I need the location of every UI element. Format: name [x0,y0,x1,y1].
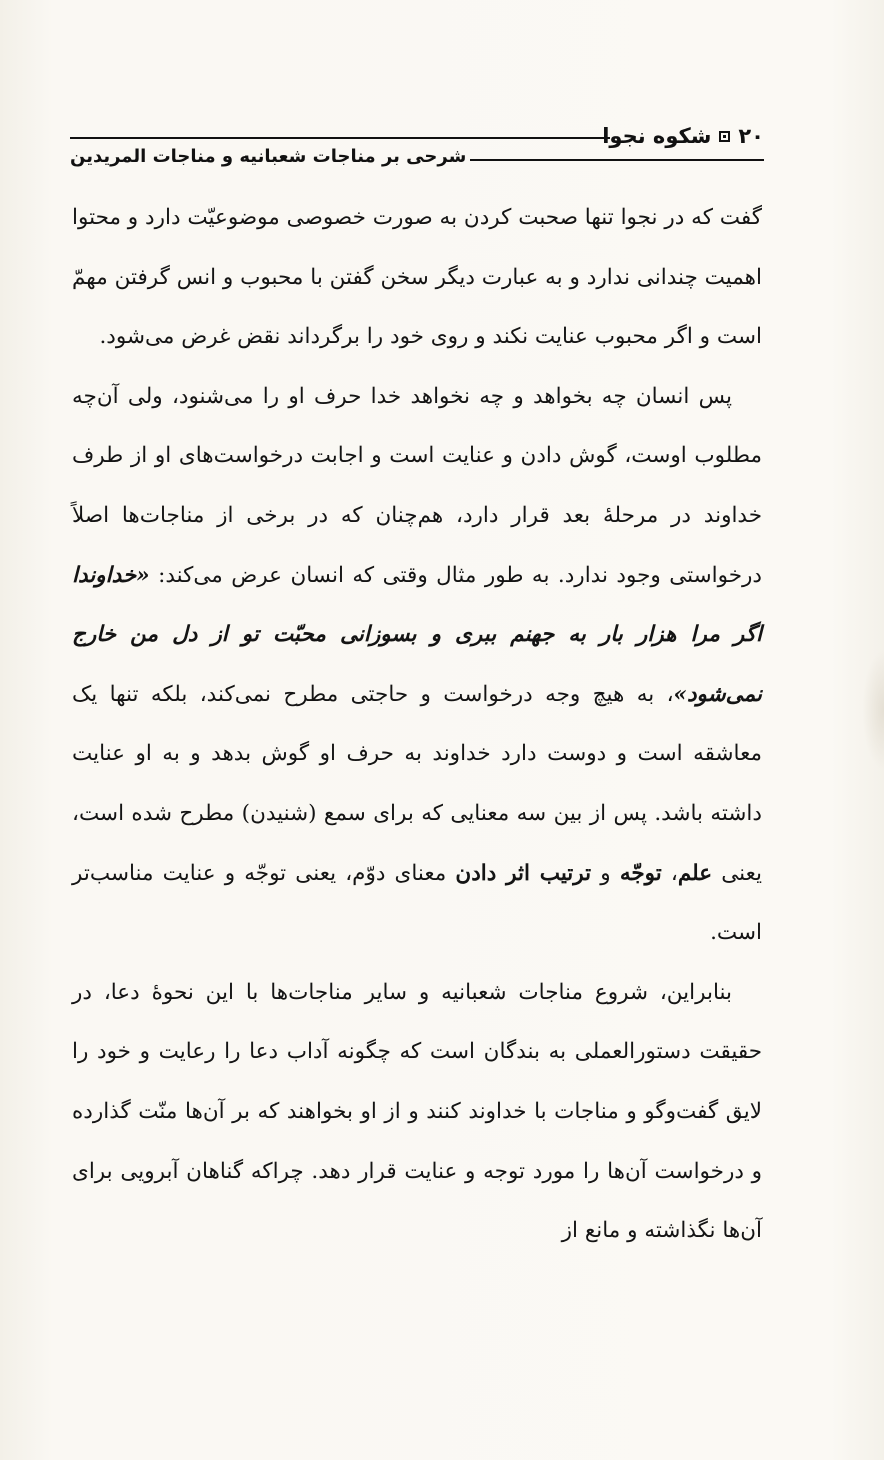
page-edge-shadow [862,650,884,770]
header-title-line [602,124,764,148]
paragraph-2-intro: پس انسان چه بخواهد و چه نخواهد خدا حرف او را می‌شنود، ولی آن‌چه مطلوب اوست، گوش دادن و عنایت است و اجابت درخواست‌های او از طرف خداوند در مرحلهٔ بعد قرار دارد، هم‌چنان که در برخی از مناجات‌ها اصلاً درخواستی وجود ندارد. به طور مثال وقتی که انسان عرض می‌کند: [72,383,762,588]
book-title: شکوه نجوا [602,124,712,148]
book-subtitle: شرحی بر مناجات شعبانیه و مناجات المریدین [70,146,467,167]
paragraph-3: بنابراین، شروع مناجات شعبانیه و سایر مناجات‌ها با این نحوهٔ دعا، در حقیقت دستورالعملی به بندگان است که چگونه آداب دعا را رعایت و خود را لایق گفت‌وگو و مناجات با خداوند کنند و از او بخواهند که بر آن‌ها منّت گذارده و درخواست آن‌ها را مورد توجه و عنایت قرار دهد. چراکه گناهان آبرویی برای آن‌ها نگذاشته و مانع از [72,979,762,1244]
body-text [72,188,762,1261]
term-knowledge: علم [677,860,713,886]
header-rule-top [70,137,610,139]
paragraph-2 [72,367,762,963]
running-header [70,118,764,172]
prayer-quote: «خداوندا اگر مرا هزار بار به جهنم ببری و بسوزانی محبّت تو از دل من خارج نمی‌شود» [72,562,762,707]
page-number: ۲۰ [738,124,764,148]
header-rule-bottom [470,159,764,161]
paragraph-1: گفت که در نجوا تنها صحبت کردن به صورت خصوصی موضوعیّت دارد و محتوا اهمیت چندانی ندارد و به عبارت دیگر سخن گفتن با محبوب و انس گرفتن مهمّ است و اگر محبوب عنایت نکند و روی خود را برگرداند نقض غرض می‌شود. [72,205,762,350]
square-ornament-icon [719,131,730,142]
term-attention: توجّه [619,860,662,886]
term-separator: ، [670,860,678,886]
term-response: ترتیب اثر دادن [455,860,592,886]
term-conjunction: و [600,860,611,886]
paragraph-2-ending: معنای دوّم، یعنی توجّه و عنایت مناسب‌تر است. [72,860,762,946]
paragraph-2-middle: ، به هیچ وجه درخواست و حاجتی مطرح نمی‌کند، بلکه تنها یک معاشقه است و دوست دارد خداوند به حرف او گوش بدهد و به او عنایت داشته باشد. پس از بین سه معنایی که برای سمع (شنیدن) مطرح شده است، یعنی [72,681,763,886]
